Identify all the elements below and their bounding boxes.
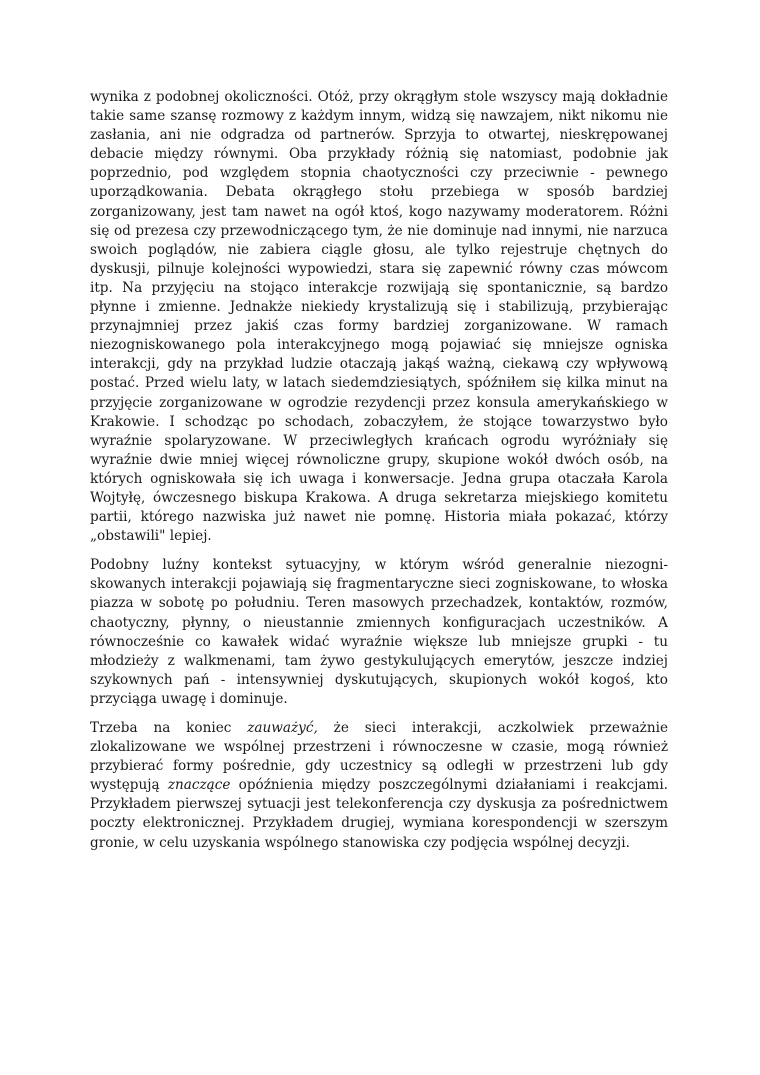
paragraph-3-text-c: opóźnienia między poszczególnymi działaniami i reakcjami. Przykładem pierwszej sytuacji jest telekonferencja czy dyskusja za pośrednictwem poczty elektronicznej. Przykładem drugiej, wymiana korespondencji w szerszym gronie, w celu uzyskania wspólnego stanowiska czy podjęcia wspólnej decyzji. xyxy=(90,777,668,851)
document-page xyxy=(90,88,668,863)
paragraph-2 xyxy=(90,556,668,709)
paragraph-3-italic-znaczace: znaczące xyxy=(167,777,231,794)
paragraph-2-text: Podobny luźny kontekst sytuacyjny, w którym wśród generalnie niezogni-skowanych interakcji pojawiają się fragmentaryczne sieci zogniskowane, to włoska piazza w sobotę po południu. Teren masowych przechadzek, kontaktów, rozmów, chaotyczny, płynny, o nieustannie zmiennych konfiguracjach uczestników. A równocześnie co kawałek widać wyraźnie większe lub mniejsze grupki - tu młodzieży z walkmenami, tam żywo gestykulujących emerytów, jeszcze indziej szykownych pań - intensywniej dyskutujących, skupionych wokół kogoś, kto przyciąga uwagę i dominuje. xyxy=(90,557,668,707)
paragraph-3 xyxy=(90,719,668,853)
paragraph-3-text-b: że sieci interakcji, aczkolwiek przeważnie zlokalizowane we wspólnej przestrzeni i równoczesne w czasie, mogą również przybierać formy pośrednie, gdy uczestnicy są odległi w przestrzeni lub gdy występują xyxy=(90,720,668,794)
paragraph-1 xyxy=(90,88,668,546)
paragraph-3-text-a: Trzeba na koniec xyxy=(90,720,248,736)
paragraph-3-italic-zauwazyc: zauważyć, xyxy=(247,720,318,736)
paragraph-1-text: wynika z podobnej okoliczności. Otóż, przy okrągłym stole wszyscy mają dokładnie takie same szansę rozmowy z każdym innym, widzą się nawzajem, nikt nikomu nie zasłania, ani nie odgradza od partnerów. Sprzyja to otwartej, nieskrępowanej debacie między równymi. Oba przykłady różnią się natomiast, podobnie jak poprzednio, pod względem stopnia chaotyczności czy przeciwnie - pewnego uporządkowania. Debata okrągłego stołu przebiega w sposób bardziej zorganizowany, jest tam nawet na ogół ktoś, kogo nazywamy moderatorem. Różni się od prezesa czy przewodniczącego tym, że nie dominuje nad innymi, nie narzuca swoich poglądów, nie zabiera ciągle głosu, ale tylko rejestruje chętnych do dyskusji, pilnuje kolejności wypowiedzi, stara się zapewnić równy czas mówcom itp. Na przyjęciu na stojąco interakcje rozwijają się spontanicznie, są bardzo płynne i zmienne. Jednakże niekiedy krystalizują się i stabilizują, przybierając przynajmniej przez jakiś czas formy bardziej zorganizowane. W ramach niezogniskowanego pola interakcyjnego mogą pojawiać się mniejsze ogniska interakcji, gdy na przykład ludzie otaczają jakąś ważną, ciekawą czy wpływową postać. Przed wielu laty, w latach siedemdziesiątych, spóźniłem się kilka minut na przyjęcie zorganizowane w ogrodzie rezydencji przez konsula amerykańskiego w Krakowie. I schodząc po schodach, zobaczyłem, że stojące towarzystwo było wyraźnie spolaryzowane. W przeciwległych krańcach ogrodu wyróżniały się wyraźnie dwie mniej więcej równoliczne grupy, skupione wokół dwóch osób, na których ogniskowała się ich uwaga i konwersacje. Jedna grupa otaczała Karola Wojtyłę, ówczesnego biskupa Krakowa. A druga sekretarza miejskiego komitetu partii, którego nazwiska już nawet nie pomnę. Historia miała pokazać, którzy „obstawili" lepiej. xyxy=(90,89,668,545)
